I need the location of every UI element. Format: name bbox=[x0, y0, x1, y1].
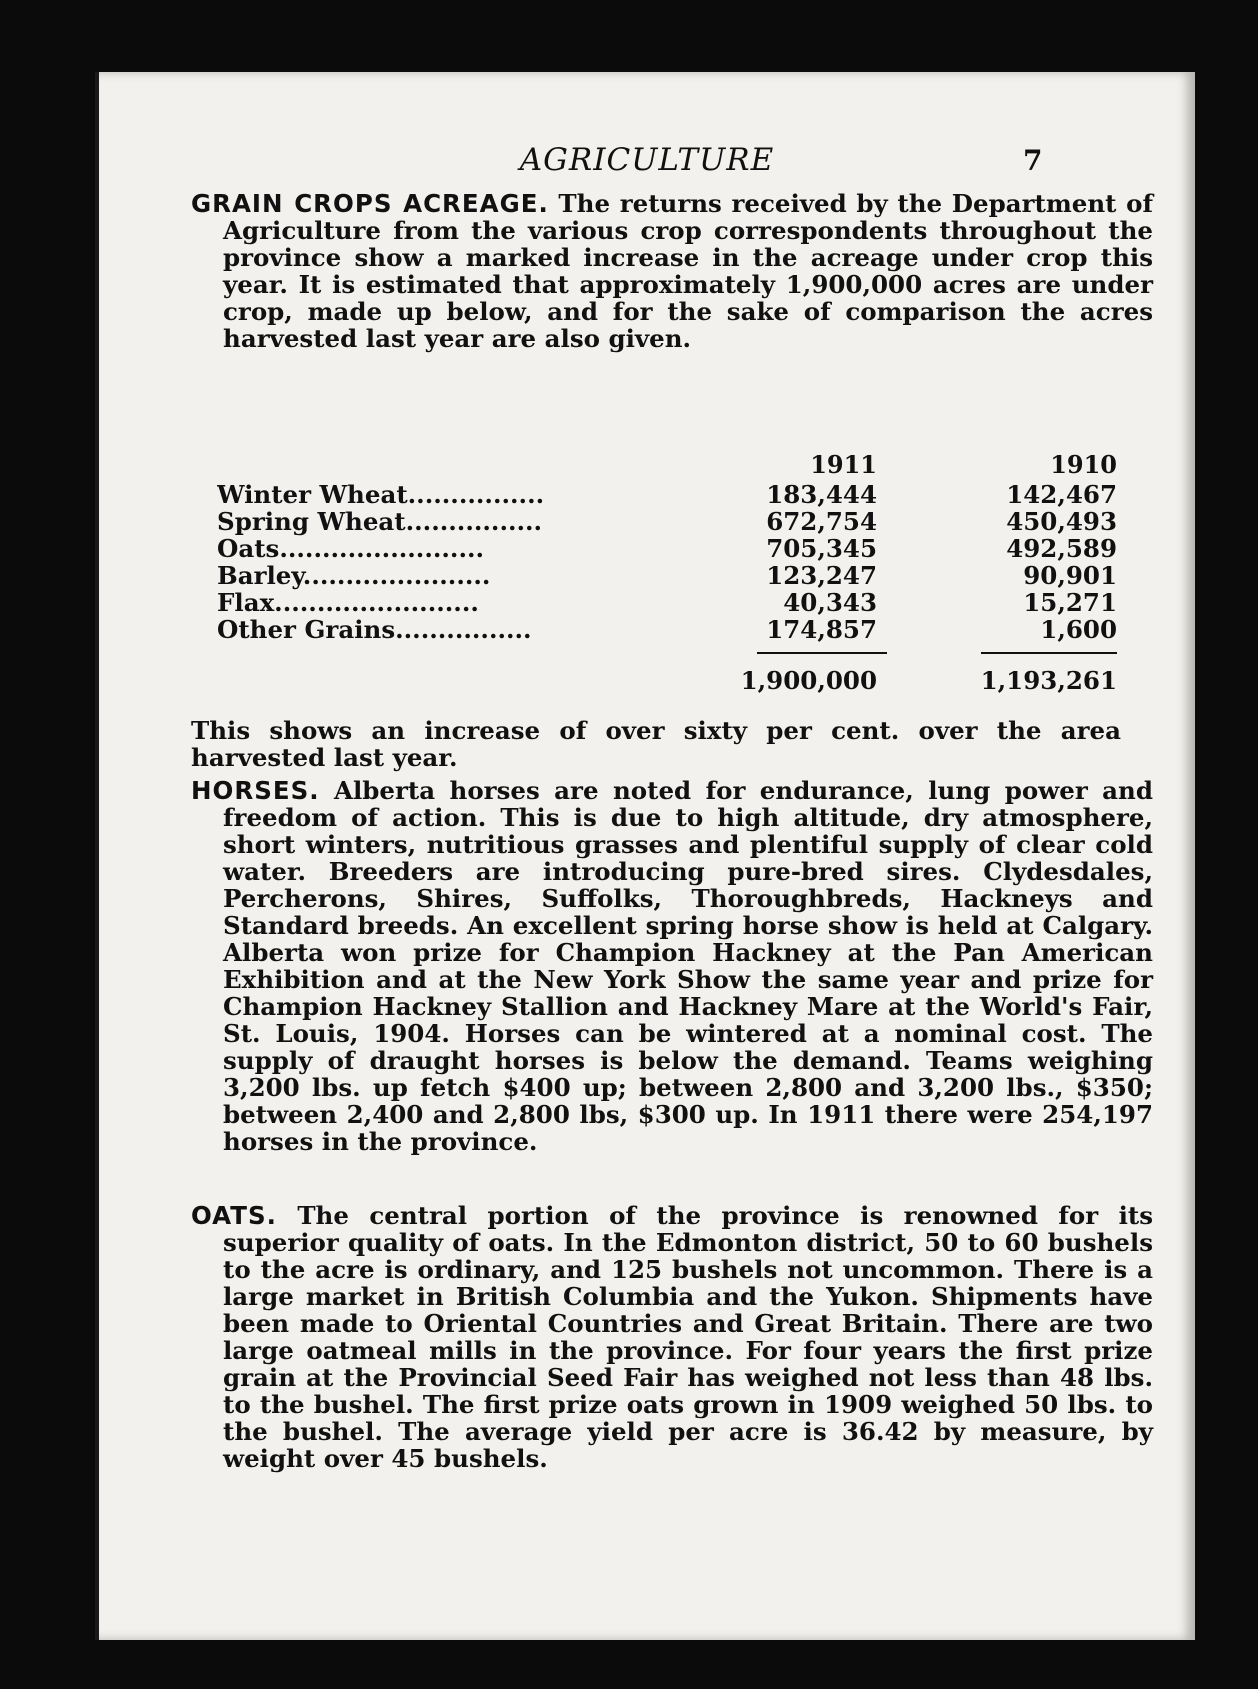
total-1911: 1,900,000 bbox=[740, 666, 877, 695]
running-head: AGRICULTURE bbox=[519, 142, 775, 178]
crop-name: Spring Wheat................ bbox=[217, 507, 543, 536]
table-row bbox=[217, 561, 1117, 588]
oats-heading: OATS. bbox=[191, 1201, 277, 1230]
book-page bbox=[95, 72, 1195, 1640]
totals-row bbox=[217, 666, 1117, 693]
acreage-1911: 705,345 bbox=[766, 534, 877, 563]
acreage-1911: 672,754 bbox=[766, 507, 877, 536]
horses-paragraph bbox=[191, 777, 1153, 1155]
page-number: 7 bbox=[1023, 144, 1043, 177]
acreage-1911: 123,247 bbox=[766, 561, 877, 590]
page-text bbox=[99, 72, 1195, 1640]
column-header-1911: 1911 bbox=[810, 450, 877, 479]
grain-crops-paragraph bbox=[191, 190, 1153, 352]
table-row bbox=[217, 480, 1117, 507]
crop-name: Other Grains................ bbox=[217, 615, 532, 644]
acreage-1911: 183,444 bbox=[766, 480, 877, 509]
horses-heading: HORSES. bbox=[191, 776, 320, 805]
total-rules bbox=[217, 642, 1117, 666]
oats-text: The central portion of the province is renowned for its superior quality of oats. In the Edmonton district, 50 to 60 bushels to the acre is ordinary, and 125 bushels not uncommon. There is a large market in British Columbia and the Yukon. Shipments have been made to Oriental Countries and Great Britain. There are two large oatmeal mills in the province. For four years the first prize grain at the Provincial Seed Fair has weighed not less than 48 lbs. to the bushel. The first prize oats grown in 1909 weighed 50 lbs. to the bushel. The average yield per acre is 36.42 by measure, by weight over 45 bushels. bbox=[223, 1201, 1153, 1473]
horses-text: Alberta horses are noted for endurance, lung power and freedom of action. This is due to high altitude, dry atmosphere, short winters, nutritious grasses and plentiful supply of clear cold water. Breeders are introducing pure-bred sires. Clydesdales, Percherons, Shires, Suffolks, Thoroughbreds, Hackneys and Standard breeds. An excellent spring horse show is held at Calgary. Alberta won prize for Champion Hackney at the Pan American Exhibition and at the New York Show the same year and prize for Champion Hackney Stallion and Hackney Mare at the World's Fair, St. Louis, 1904. Horses can be wintered at a nominal cost. The supply of draught horses is below the demand. Teams weighing 3,200 lbs. up fetch $400 up; between 2,800 and 3,200 lbs., $350; between 2,400 and 2,800 lbs, $300 up. In 1911 there were 254,197 horses in the province. bbox=[223, 776, 1153, 1156]
grain-crops-text: The returns received by the Department of Agriculture from the various crop correspondents throughout the province show a marked increase in the acreage under crop this year. It is estimated that approximately 1,900,000 acres are under crop, made up below, and for the sake of comparison the acres harvested last year are also given. bbox=[223, 189, 1153, 353]
total-rule-1911 bbox=[757, 652, 887, 654]
crop-name: Winter Wheat................ bbox=[217, 480, 545, 509]
table-header bbox=[217, 450, 1117, 480]
increase-note: This shows an increase of over sixty per cent. over the area harvested last year. bbox=[191, 716, 1121, 772]
acreage-1911: 40,343 bbox=[783, 588, 877, 617]
acreage-1910: 450,493 bbox=[1006, 507, 1117, 536]
acreage-table bbox=[217, 450, 1117, 693]
total-1910: 1,193,261 bbox=[980, 666, 1117, 695]
acreage-1910: 1,600 bbox=[1040, 615, 1117, 644]
grain-crops-heading: GRAIN CROPS ACREAGE. bbox=[191, 189, 549, 218]
crop-name: Barley...................... bbox=[217, 561, 491, 590]
column-header-1910: 1910 bbox=[1050, 450, 1117, 479]
crop-name: Oats........................ bbox=[217, 534, 485, 563]
table-row bbox=[217, 507, 1117, 534]
acreage-1910: 142,467 bbox=[1006, 480, 1117, 509]
table-row bbox=[217, 615, 1117, 642]
acreage-1910: 15,271 bbox=[1023, 588, 1117, 617]
total-rule-1910 bbox=[981, 652, 1117, 654]
crop-name: Flax........................ bbox=[217, 588, 479, 617]
table-row bbox=[217, 588, 1117, 615]
table-row bbox=[217, 534, 1117, 561]
acreage-1910: 90,901 bbox=[1023, 561, 1117, 590]
page-header bbox=[99, 142, 1195, 182]
oats-paragraph bbox=[191, 1202, 1153, 1472]
acreage-1910: 492,589 bbox=[1006, 534, 1117, 563]
acreage-1911: 174,857 bbox=[766, 615, 877, 644]
